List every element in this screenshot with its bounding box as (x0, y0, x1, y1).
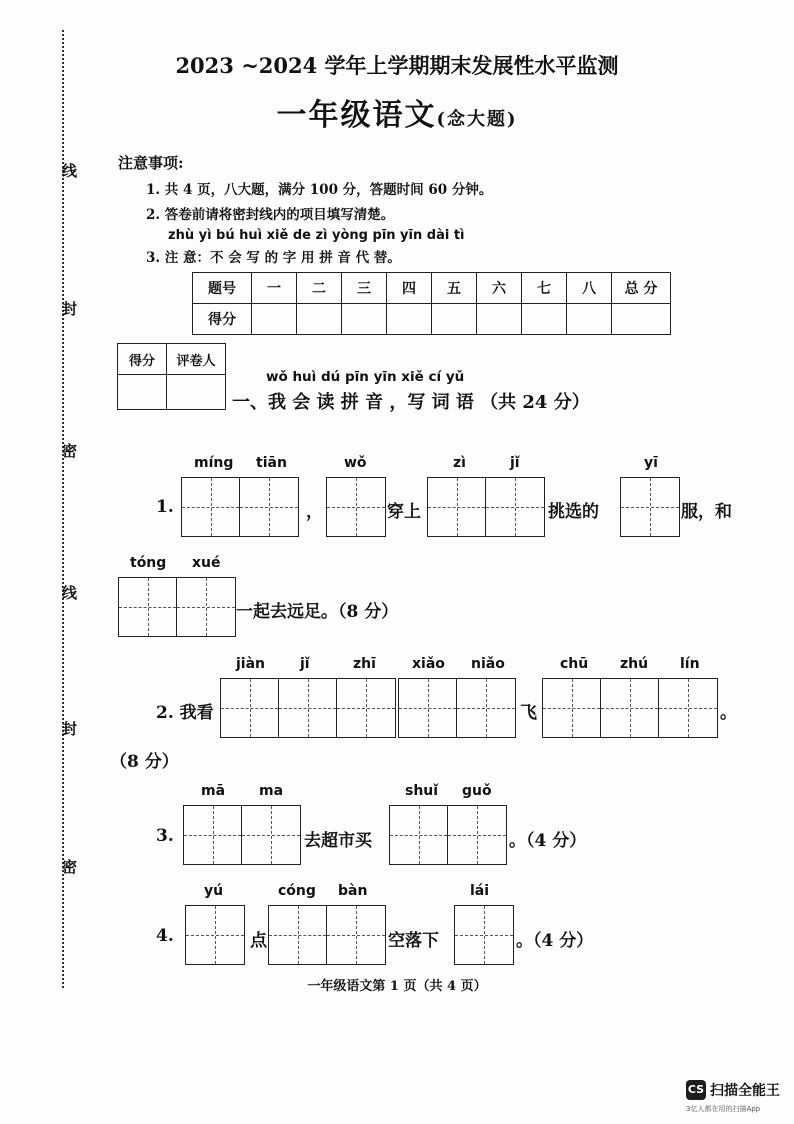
pinyin-label: xiǎo (412, 656, 445, 672)
pinyin-label: jǐ (300, 656, 310, 672)
score-cell[interactable] (297, 304, 342, 335)
pinyin-label: chū (560, 656, 589, 672)
question-text: 挑选的 (548, 502, 599, 522)
pinyin-label: yī (644, 455, 658, 471)
seal-char: 密 (62, 442, 78, 460)
score-cell[interactable] (612, 304, 671, 335)
grader-name-cell[interactable] (167, 375, 226, 410)
question-text: ， (306, 502, 323, 522)
writing-grid[interactable] (454, 905, 514, 965)
score-header: 七 (522, 273, 567, 304)
score-cell[interactable] (252, 304, 297, 335)
question-text: 点 (250, 931, 267, 951)
writing-grid[interactable] (398, 678, 516, 738)
question-text: 服，和 (681, 502, 732, 522)
score-cell[interactable] (567, 304, 612, 335)
writing-grid[interactable] (326, 477, 386, 537)
score-cell[interactable] (342, 304, 387, 335)
question-text: 一起去远足。（8 分） (236, 602, 399, 622)
question-text: 空落下 (388, 931, 439, 951)
page-title (0, 90, 794, 134)
question-text: 飞 (520, 703, 537, 723)
notice-item: 2. 答卷前请将密封线内的项目填写清楚。 (146, 207, 395, 223)
notice-item: 1. 共 4 页，八大题，满分 100 分，答题时间 60 分钟。 (146, 182, 493, 198)
question-text: 穿上 (387, 502, 421, 522)
exam-header: 2023 ~2024 学年上学期期末发展性水平监测 (175, 53, 619, 78)
pinyin-label: bàn (338, 883, 368, 899)
question-score: （8 分） (110, 752, 179, 772)
pinyin-label: lín (680, 656, 700, 672)
watermark-name: 扫描全能王 (710, 1083, 780, 1099)
score-header: 一 (252, 273, 297, 304)
score-header: 三 (342, 273, 387, 304)
grader-score-label: 得分 (118, 344, 167, 375)
pinyin-label: zhī (353, 656, 376, 672)
pinyin-label: mā (201, 783, 226, 799)
notice-heading: 注意事项: (118, 154, 184, 172)
writing-grid[interactable] (183, 805, 301, 865)
pinyin-label: tiān (256, 455, 287, 471)
grader-name-label: 评卷人 (167, 344, 226, 375)
grader-table (117, 343, 226, 410)
section-pinyin: wǒ huì dú pīn yīn xiě cí yǔ (266, 369, 465, 385)
seal-char: 线 (62, 162, 78, 180)
cs-logo-icon: CS (686, 1080, 706, 1100)
grader-score-cell[interactable] (118, 375, 167, 410)
pinyin-label: guǒ (462, 783, 492, 799)
subject-title: 一年级语文 (276, 98, 437, 133)
writing-grid[interactable] (181, 477, 299, 537)
score-cell[interactable] (387, 304, 432, 335)
score-header: 八 (567, 273, 612, 304)
writing-grid[interactable] (427, 477, 545, 537)
score-header: 六 (477, 273, 522, 304)
seal-char: 封 (62, 720, 78, 738)
writing-grid[interactable] (118, 577, 236, 637)
score-cell[interactable] (477, 304, 522, 335)
question-text: 去超市买 (304, 831, 372, 851)
score-header: 四 (387, 273, 432, 304)
question-number: 2. 我看 (156, 703, 214, 723)
question-text: 。 (720, 703, 737, 723)
notice-pinyin: zhù yì bú huì xiě de zì yòng pīn yīn dài tì (168, 228, 465, 243)
writing-grid[interactable] (542, 678, 718, 738)
subject-suffix: (念大题) (436, 109, 518, 130)
pinyin-label: wǒ (344, 455, 367, 471)
pinyin-label: zì (453, 455, 466, 471)
score-cell[interactable] (432, 304, 477, 335)
writing-grid[interactable] (220, 678, 396, 738)
section-title: 一、我 会 读 拼 音 ，写 词 语 （共 24 分） (232, 392, 590, 413)
pinyin-label: míng (194, 455, 234, 471)
pinyin-label: zhú (620, 656, 649, 672)
pinyin-label: yú (204, 883, 224, 899)
page-footer: 一年级语文第 1 页（共 4 页） (307, 979, 487, 994)
writing-grid[interactable] (268, 905, 386, 965)
pinyin-label: shuǐ (405, 783, 439, 799)
seal-char: 封 (62, 300, 78, 318)
pinyin-label: tóng (130, 555, 167, 571)
question-number: 4. (156, 926, 174, 946)
score-cell[interactable] (522, 304, 567, 335)
seal-char: 密 (62, 858, 78, 876)
pinyin-label: ma (259, 783, 284, 799)
score-header: 二 (297, 273, 342, 304)
pinyin-label: cóng (278, 883, 316, 899)
pinyin-label: niǎo (471, 656, 505, 672)
score-label: 得分 (193, 304, 252, 335)
question-text: 。（4 分） (509, 831, 587, 851)
score-header: 总 分 (612, 273, 671, 304)
watermark-subtitle: 3亿人都在用的扫描App (686, 1105, 761, 1113)
writing-grid[interactable] (620, 477, 680, 537)
question-number: 1. (156, 497, 174, 517)
score-table (192, 272, 671, 335)
pinyin-label: xué (192, 555, 221, 571)
question-text: 。（4 分） (516, 931, 594, 951)
score-header: 题号 (193, 273, 252, 304)
score-header: 五 (432, 273, 477, 304)
writing-grid[interactable] (185, 905, 245, 965)
notice-item: 3. 注 意：不 会 写 的 字 用 拼 音 代 替。 (146, 250, 401, 266)
question-number: 3. (156, 826, 174, 846)
seal-char: 线 (62, 584, 78, 602)
pinyin-label: jiàn (236, 656, 266, 672)
scanner-watermark (686, 1080, 780, 1100)
pinyin-label: lái (470, 883, 490, 899)
pinyin-label: jǐ (510, 455, 520, 471)
writing-grid[interactable] (389, 805, 507, 865)
